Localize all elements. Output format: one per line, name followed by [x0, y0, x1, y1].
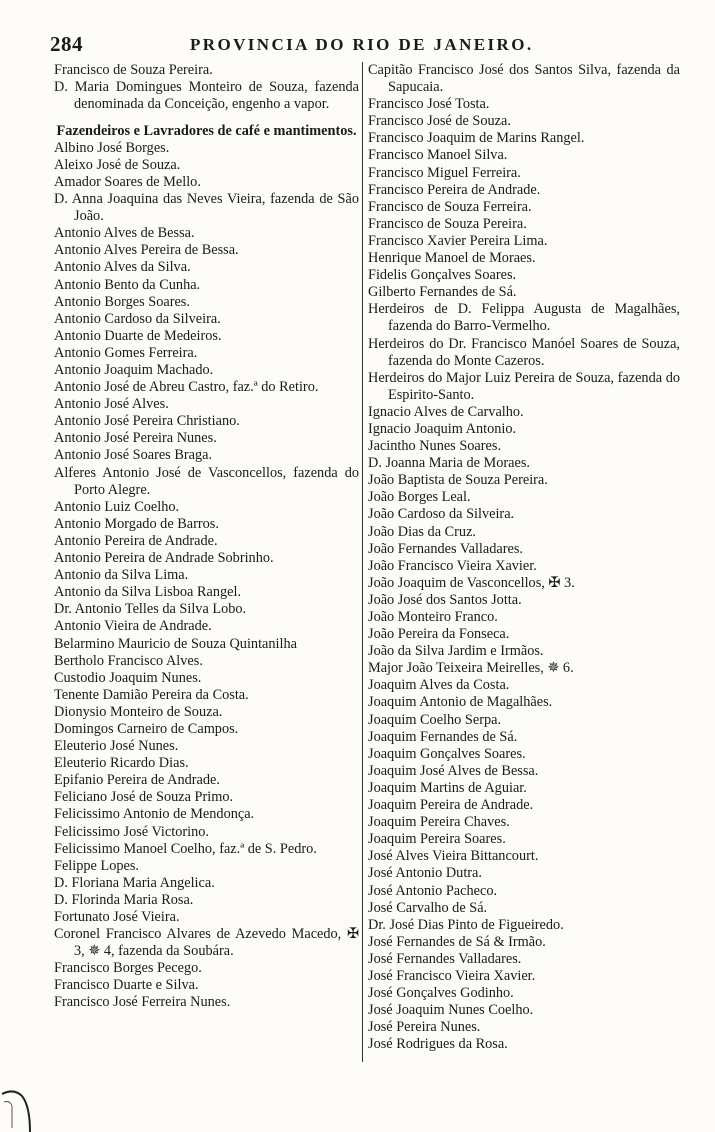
list-item: Joaquim Pereira de Andrade. — [368, 797, 534, 814]
list-item: Antonio Bento da Cunha. — [54, 276, 201, 293]
list-item: José Antonio Pacheco. — [368, 882, 498, 899]
list-item: Francisco Pereira de Andrade. — [368, 181, 541, 198]
list-item: João Cardoso da Silveira. — [368, 506, 515, 523]
list-item: Capitão Francisco José dos Santos Silva, fazenda da Sapucaia. — [368, 62, 680, 96]
list-item: Antonio Alves de Bessa. — [54, 225, 195, 242]
list-item: D. Maria Domingues Monteiro de Souza, fazenda denominada da Conceição, engenho a vapor. — [54, 79, 359, 113]
list-item: Joaquim Martins de Aguiar. — [368, 779, 527, 796]
list-item: Antonio José Soares Braga. — [54, 447, 213, 464]
list-item: Joaquim Coelho Serpa. — [368, 711, 502, 728]
list-item: João Joaquim de Vasconcellos, ✠ 3. — [368, 574, 575, 591]
list-item: Antonio José Alves. — [54, 396, 169, 413]
list-item: Ignacio Alves de Carvalho. — [368, 403, 524, 420]
list-item: Joaquim Fernandes de Sá. — [368, 728, 518, 745]
list-item: D. Floriana Maria Angelica. — [54, 874, 215, 891]
list-item: Francisco Miguel Ferreira. — [368, 164, 521, 181]
list-item: Alferes Antonio José de Vasconcellos, fazenda do Porto Alegre. — [54, 464, 359, 498]
list-item: Antonio Pereira de Andrade Sobrinho. — [54, 550, 274, 567]
list-item: Francisco de Souza Pereira. — [54, 62, 213, 78]
list-item: João Fernandes Valladares. — [368, 540, 523, 557]
list-item: Antonio Pereira de Andrade. — [54, 532, 218, 549]
list-item: Custodio Joaquim Nunes. — [54, 669, 202, 686]
section-heading: Fazendeiros e Lavradores de café e mantimentos. — [56, 123, 357, 140]
list-item: Dionysio Monteiro de Souza. — [54, 703, 223, 720]
column-divider — [362, 62, 363, 1062]
list-item: D. Florinda Maria Rosa. — [54, 891, 194, 908]
list-item: Francisco Borges Pecego. — [54, 960, 202, 977]
list-item: José Gonçalves Godinho. — [368, 985, 514, 1002]
list-item: Francisco José Ferreira Nunes. — [54, 994, 231, 1011]
list-item: D. Anna Joaquina das Neves Vieira, fazenda de São João. — [54, 191, 359, 225]
list-item: Antonio José Pereira Christiano. — [54, 413, 240, 430]
left-column — [54, 62, 359, 1012]
list-item: Dr. Antonio Telles da Silva Lobo. — [54, 601, 247, 618]
list-item: Antonio Duarte de Medeiros. — [54, 327, 222, 344]
list-item: Felicissimo Manoel Coelho, faz.ª de S. Pedro. — [54, 840, 317, 857]
list-item: Joaquim Pereira Soares. — [368, 831, 506, 848]
list-item: José Carvalho de Sá. — [368, 899, 488, 916]
list-item: Antonio Luiz Coelho. — [54, 498, 180, 515]
list-item: Eleuterio Ricardo Dias. — [54, 755, 189, 772]
list-item: D. Joanna Maria de Moraes. — [368, 455, 530, 472]
list-item: Antonio Cardoso da Silveira. — [54, 310, 221, 327]
list-item: Herdeiros do Major Luiz Pereira de Souza, fazenda do Espirito-Santo. — [368, 369, 680, 403]
list-item: João Dias da Cruz. — [368, 523, 476, 540]
right-column — [368, 62, 680, 1053]
list-item: Feliciano José de Souza Primo. — [54, 789, 234, 806]
running-title: PROVINCIA DO RIO DE JANEIRO. — [190, 35, 534, 54]
list-item: Belarmino Mauricio de Souza Quintanilha — [54, 635, 297, 652]
page-number: 284 — [50, 32, 83, 56]
list-item: Dr. José Dias Pinto de Figueiredo. — [368, 916, 564, 933]
list-item: Joaquim Gonçalves Soares. — [368, 745, 526, 762]
list-item: José Fernandes Valladares. — [368, 950, 522, 967]
list-item: Antonio da Silva Lima. — [54, 567, 189, 584]
list-item: Joaquim Antonio de Magalhães. — [368, 694, 553, 711]
list-item: Ignacio Joaquim Antonio. — [368, 420, 517, 437]
list-item: Antonio da Silva Lisboa Rangel. — [54, 584, 242, 601]
list-item: Bertholo Francisco Alves. — [54, 652, 203, 669]
list-item: Felicissimo José Victorino. — [54, 823, 209, 840]
list-item: José Fernandes de Sá & Irmão. — [368, 933, 546, 950]
list-item: José Francisco Vieira Xavier. — [368, 967, 536, 984]
page-header — [50, 32, 660, 58]
list-item: Joaquim Alves da Costa. — [368, 677, 510, 694]
list-item: Herdeiros do Dr. Francisco Manóel Soares de Souza, fazenda do Monte Cazeros. — [368, 335, 680, 369]
list-item: Antonio Morgado de Barros. — [54, 515, 219, 532]
list-item: Francisco José de Souza. — [368, 113, 511, 130]
right-entries-list — [368, 62, 680, 1053]
list-item: Joaquim José Alves de Bessa. — [368, 762, 539, 779]
list-item: Antonio Vieira de Andrade. — [54, 618, 212, 635]
list-item: Antonio Borges Soares. — [54, 293, 190, 310]
list-item: Amador Soares de Mello. — [54, 173, 201, 190]
list-item: Francisco José Tosta. — [368, 96, 490, 113]
list-item: João Francisco Vieira Xavier. — [368, 557, 537, 574]
list-item: João Baptista de Souza Pereira. — [368, 472, 548, 489]
list-item: Francisco de Souza Ferreira. — [368, 198, 532, 215]
left-entries-list — [54, 140, 359, 1012]
list-item: João José dos Santos Jotta. — [368, 591, 522, 608]
list-item: Herdeiros de D. Felippa Augusta de Magalhães, fazenda do Barro-Vermelho. — [368, 301, 680, 335]
list-item: Henrique Manoel de Moraes. — [368, 250, 536, 267]
list-item: João Pereira da Fonseca. — [368, 626, 510, 643]
list-item: Coronel Francisco Alvares de Azevedo Macedo, ✠ 3, ✵ 4, fazenda da Soubára. — [54, 926, 359, 960]
list-item: João Borges Leal. — [368, 489, 471, 506]
list-item: Eleuterio José Nunes. — [54, 738, 179, 755]
list-item: Antonio José Pereira Nunes. — [54, 430, 217, 447]
left-top-entries — [54, 62, 359, 113]
list-item: Antonio Gomes Ferreira. — [54, 344, 198, 361]
list-item: Felicissimo Antonio de Mendonça. — [54, 806, 255, 823]
list-item: Felippe Lopes. — [54, 857, 139, 874]
list-item: Major João Teixeira Meirelles, ✵ 6. — [368, 660, 574, 677]
list-item: Fortunato José Vieira. — [54, 909, 180, 925]
list-item: Francisco de Souza Pereira. — [368, 215, 527, 232]
list-item: José Alves Vieira Bittancourt. — [368, 848, 539, 865]
list-item: Antonio Alves Pereira de Bessa. — [54, 242, 239, 259]
list-item: José Rodrigues da Rosa. — [368, 1036, 508, 1053]
list-item: Francisco Joaquim de Marins Rangel. — [368, 130, 585, 147]
list-item: José Pereira Nunes. — [368, 1019, 481, 1036]
list-item: Francisco Duarte e Silva. — [54, 977, 199, 994]
list-item: João Monteiro Franco. — [368, 609, 498, 625]
list-item: José Joaquim Nunes Coelho. — [368, 1002, 534, 1019]
page-edge-mark — [0, 1082, 34, 1132]
list-item: Antonio Alves da Silva. — [54, 259, 191, 276]
list-item: Gilberto Fernandes de Sá. — [368, 284, 517, 301]
list-item: João da Silva Jardim e Irmãos. — [368, 643, 544, 660]
list-item: Aleixo José de Souza. — [54, 156, 181, 173]
list-item: Domingos Carneiro de Campos. — [54, 720, 239, 737]
list-item: Epifanio Pereira de Andrade. — [54, 772, 220, 789]
list-item: José Antonio Dutra. — [368, 865, 482, 882]
list-item: Jacintho Nunes Soares. — [368, 438, 502, 455]
list-item: Antonio Joaquim Machado. — [54, 362, 214, 378]
list-item: Francisco Manoel Silva. — [368, 147, 508, 164]
list-item: Joaquim Pereira Chaves. — [368, 814, 510, 831]
list-item: Francisco Xavier Pereira Lima. — [368, 232, 548, 249]
list-item: Antonio José de Abreu Castro, faz.ª do Retiro. — [54, 379, 319, 396]
list-item: Fidelis Gonçalves Soares. — [368, 267, 517, 284]
list-item: Albino José Borges. — [54, 139, 170, 156]
list-item: Tenente Damião Pereira da Costa. — [54, 686, 249, 703]
